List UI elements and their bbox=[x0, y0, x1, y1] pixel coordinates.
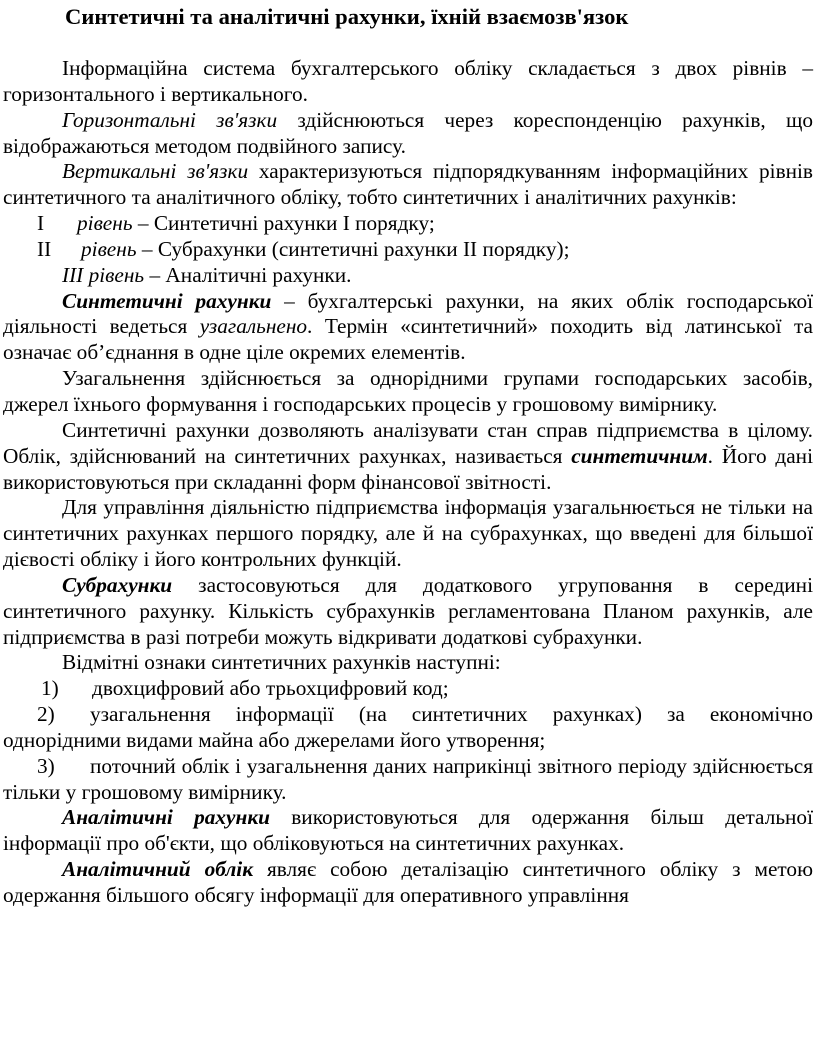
paragraph-generalization: Узагальнення здійснюється за однорідними групами господарських засобів, джерел їхнього формування і господарських процесів у грошовому вимірнику. bbox=[3, 366, 813, 416]
paragraph-text: – бухгалтерські рахунки, на яких облік господарської діяльності ведеться bbox=[3, 288, 814, 339]
level-item-3 bbox=[3, 263, 813, 289]
feature-item-1 bbox=[3, 676, 813, 702]
paragraph-analytical-accounting bbox=[3, 857, 813, 909]
paragraph-features-intro: Відмітні ознаки синтетичних рахунків наступні: bbox=[62, 650, 501, 675]
document-body bbox=[3, 56, 813, 909]
level-item-2 bbox=[3, 237, 813, 263]
feature-item-2 bbox=[3, 702, 813, 754]
paragraph-text: застосовуються для додаткового угруповання в середині синтетичного рахунку. Кількість субрахунків регламентована Планом рахунків, але підприємства в разі потреби можуть відкривати додаткові субрахунки. bbox=[3, 572, 813, 649]
level-number: ІІ bbox=[37, 236, 52, 261]
term-subaccounts: Субрахунки bbox=[62, 572, 173, 597]
paragraph-management: Для управління діяльністю підприємства інформація узагальнюється не тільки на синтетичних рахунках першого порядку, але й на субрахунках, що введені для більшої дієвості обліку і його контрольних функцій. bbox=[3, 495, 813, 572]
term-analytical-accounts: Аналітичні рахунки bbox=[62, 805, 270, 830]
emphasis-generalized: узагальнено bbox=[199, 314, 308, 339]
level-word: рівень bbox=[81, 236, 137, 261]
level-number: ІІІ рівень bbox=[62, 262, 145, 287]
paragraph-synthetic-accounts bbox=[3, 289, 813, 367]
level-item-1 bbox=[3, 211, 813, 237]
feature-text: поточний облік і узагальнення даних наприкінці звітного періоду здійснюється тільки у грошовому вимірнику. bbox=[3, 753, 813, 804]
paragraph-text: . Термін «синтетичний» походить від латинської та означає об’єднання в одне ціле окремих елементів. bbox=[3, 314, 813, 365]
paragraph-vertical-links bbox=[3, 159, 813, 211]
feature-item-3 bbox=[3, 754, 813, 806]
paragraph-text: . Його дані використовуються при складанні форм фінансової звітності. bbox=[3, 443, 813, 494]
level-number: І bbox=[37, 211, 45, 236]
paragraph-text: являє собою деталізацію синтетичного обліку з метою одержання більшого обсягу інформації для оперативного управління bbox=[3, 857, 813, 907]
paragraph-info-system: Інформаційна система бухгалтерського обліку складається з двох рівнів – горизонтального і вертикального. bbox=[3, 56, 813, 106]
term-synthetic-accounts: Синтетичні рахунки bbox=[62, 288, 272, 313]
term-analytical-accounting: Аналітичний облік bbox=[62, 857, 253, 882]
paragraph-horizontal-links bbox=[3, 108, 813, 160]
feature-number: 2) bbox=[37, 702, 55, 727]
term-horizontal-links: Горизонтальні зв'язки bbox=[62, 107, 278, 132]
term-vertical-links: Вертикальні зв'язки bbox=[62, 159, 249, 184]
paragraph-synthetic-analysis bbox=[3, 418, 813, 496]
feature-number: 3) bbox=[37, 753, 55, 778]
paragraph-text: Синтетичні рахунки дозволяють аналізувати стан справ підприємства в цілому. Облік, здійснюваний на синтетичних рахунках, називається bbox=[3, 417, 813, 468]
feature-text: двохцифровий або трьохцифровий код; bbox=[92, 676, 449, 701]
paragraph-text: характеризуються підпорядкуванням інформаційних рівнів синтетичного та аналітичного обліку, тобто синтетичних і аналітичних рахунків: bbox=[3, 159, 813, 210]
feature-number: 1) bbox=[41, 676, 59, 701]
level-word: рівень bbox=[77, 211, 133, 236]
page-title: Синтетичні та аналітичні рахунки, їхній взаємозв'язок bbox=[65, 4, 629, 29]
paragraph-text: здійснюються через кореспонденцію рахунків, що відображаються методом подвійного запису. bbox=[3, 107, 814, 158]
paragraph-subaccounts bbox=[3, 573, 813, 651]
term-synthetic: синтетичним bbox=[571, 443, 708, 468]
level-text: – Синтетичні рахунки І порядку; bbox=[132, 211, 435, 236]
paragraph-text: використовуються для одержання більш детальної інформації про об'єкти, що обліковуються на синтетичних рахунках. bbox=[3, 805, 813, 856]
paragraph-analytical-accounts bbox=[3, 805, 813, 857]
feature-text: узагальнення інформації (на синтетичних рахунках) за економічно однорідними видами майна або джерелами його утворення; bbox=[3, 702, 813, 752]
level-text: – Субрахунки (синтетичні рахунки ІІ порядку); bbox=[136, 236, 570, 261]
level-text: – Аналітичні рахунки. bbox=[144, 262, 352, 287]
